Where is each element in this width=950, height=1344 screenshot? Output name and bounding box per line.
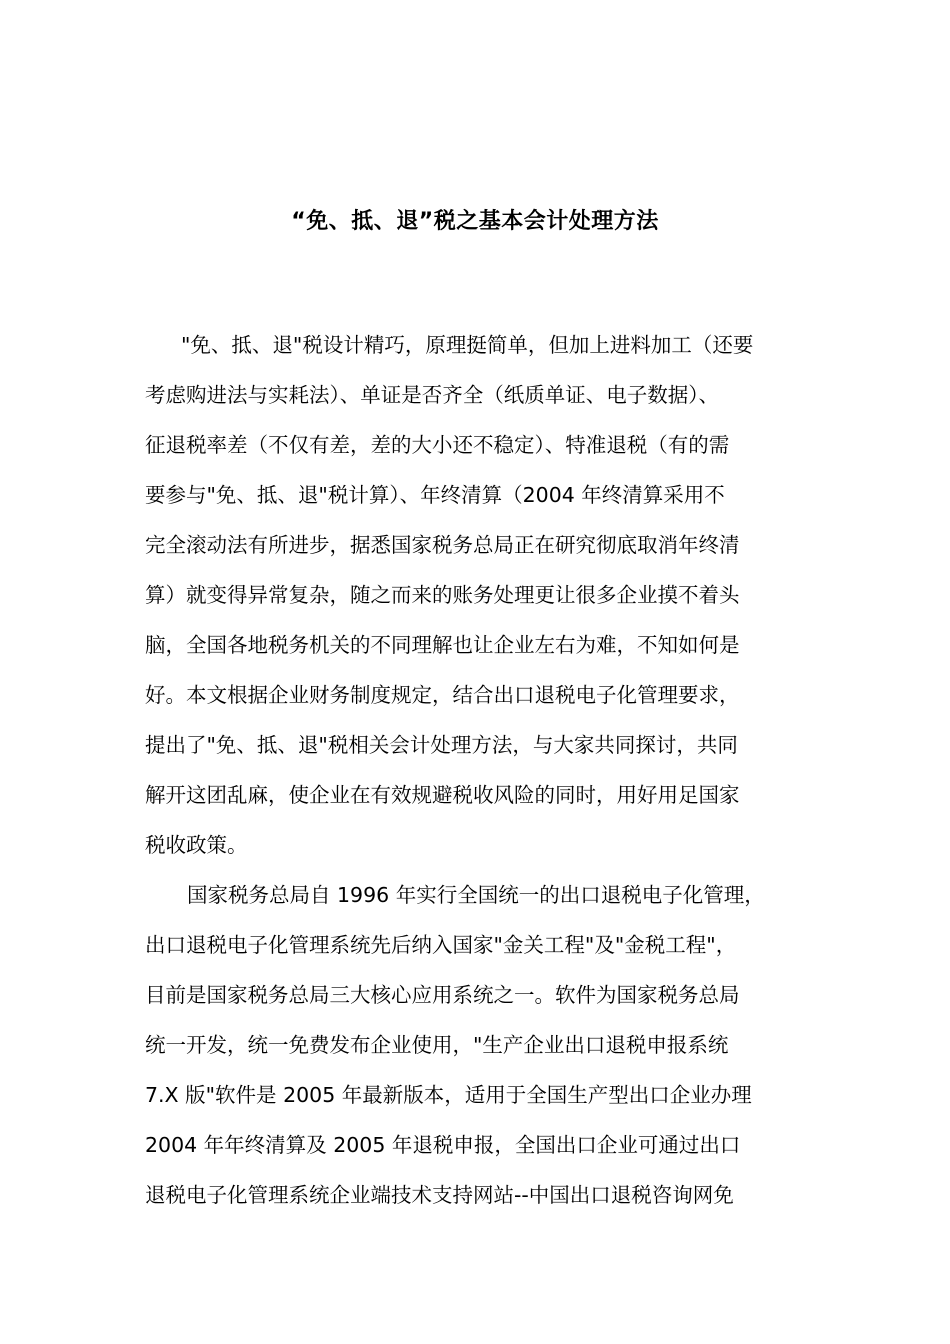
paragraph-1-line: 要参与"免、抵、退"税计算）、年终清算（2004 年终清算采用不: [145, 483, 725, 507]
paragraph-2-line: 目前是国家税务总局三大核心应用系统之一。软件为国家税务总局: [145, 983, 740, 1007]
paragraph-1-line: 好。本文根据企业财务制度规定，结合出口退税电子化管理要求，: [145, 683, 740, 707]
paragraph-1-line: 算）就变得异常复杂，随之而来的账务处理更让很多企业摸不着头: [145, 583, 740, 607]
paragraph-2-line: 退税电子化管理系统企业端技术支持网站--中国出口退税咨询网免: [145, 1183, 734, 1207]
paragraph-1-line: 完全滚动法有所进步，据悉国家税务总局正在研究彻底取消年终清: [145, 533, 740, 557]
document-title: “免、抵、退”税之基本会计处理方法: [291, 209, 659, 234]
paragraph-1-line: 征退税率差（不仅有差，差的大小还不稳定）、特准退税（有的需: [145, 433, 730, 457]
paragraph-1-line: "免、抵、退"税设计精巧，原理挺简单，但加上进料加工（还要: [181, 333, 754, 357]
paragraph-2-line: 出口退税电子化管理系统先后纳入国家"金关工程"及"金税工程"，: [145, 933, 737, 957]
paragraph-2-line: 统一开发，统一免费发布企业使用，"生产企业出口退税申报系统: [145, 1033, 729, 1057]
document-body: [145, 320, 811, 1220]
paragraph-1-line: 脑，全国各地税务机关的不同理解也让企业左右为难，不知如何是: [145, 633, 740, 657]
paragraph-1-line: 解开这团乱麻，使企业在有效规避税收风险的同时，用好用足国家: [145, 783, 740, 807]
paragraph-2-line: 国家税务总局自 1996 年实行全国统一的出口退税电子化管理，: [187, 883, 765, 907]
paragraph-1-line: 考虑购进法与实耗法）、单证是否齐全（纸质单证、电子数据）、: [145, 383, 719, 407]
paragraph-2-line: 7.X 版"软件是 2005 年最新版本，适用于全国生产型出口企业办理: [145, 1083, 752, 1107]
paragraph-1-line: 提出了"免、抵、退"税相关会计处理方法，与大家共同探讨，共同: [145, 733, 738, 757]
paragraph-1-line: 税收政策。: [145, 833, 248, 857]
paragraph-2-line: 2004 年年终清算及 2005 年退税申报，全国出口企业可通过出口: [145, 1133, 741, 1157]
